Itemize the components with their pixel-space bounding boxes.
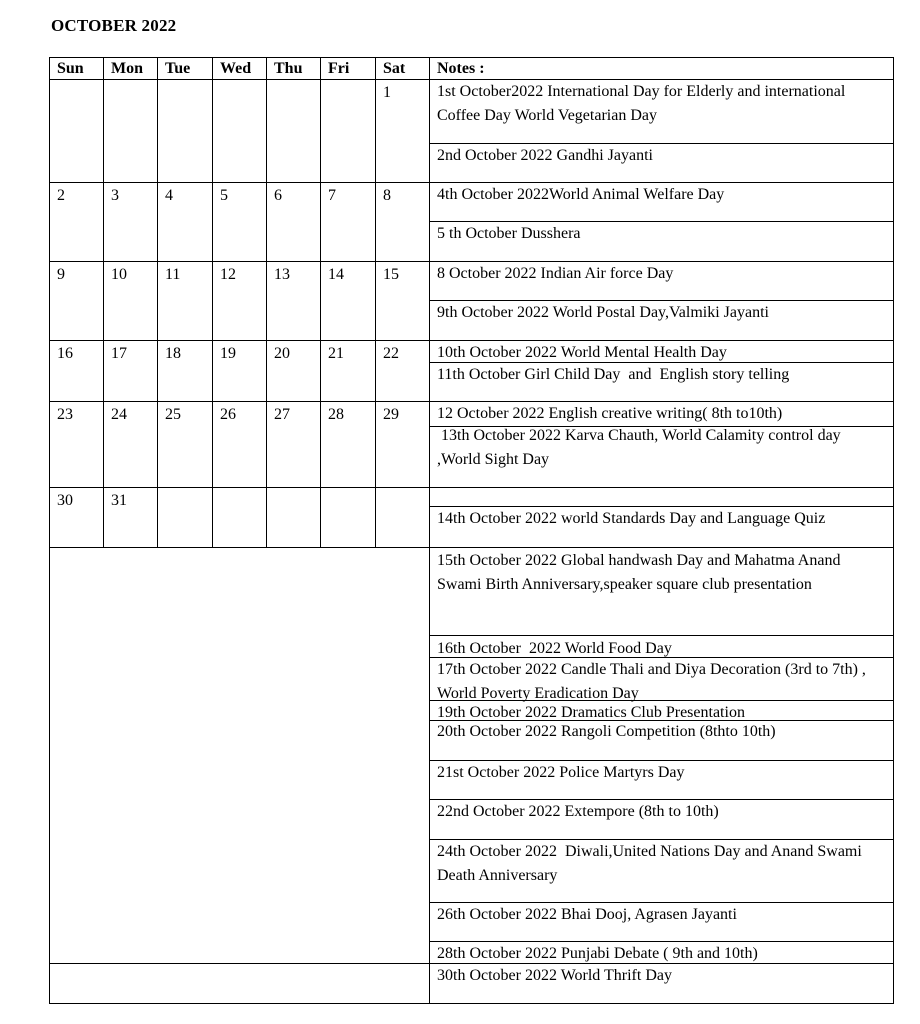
table-rule-vertical [320,57,321,547]
table-rule-horizontal [49,182,430,183]
day-cell: 20 [274,345,290,362]
note-item: 12 October 2022 English creative writing( 8th to10th) [437,405,783,422]
note-item: 21st October 2022 Police Martyrs Day [437,764,685,781]
note-item: 24th October 2022 Diwali,United Nations Day and Anand Swami Death Anniversary [437,843,866,884]
table-rule-horizontal [49,1003,430,1004]
note-item: 9th October 2022 World Postal Day,Valmiki Jayanti [437,304,769,321]
day-cell: 12 [220,266,236,283]
table-rule-vertical [212,57,213,547]
note-item: 2nd October 2022 Gandhi Jayanti [437,147,653,164]
day-cell: 10 [111,266,127,283]
day-cell: 16 [57,345,73,362]
day-cell: 30 [57,492,73,509]
note-item: 15th October 2022 Global handwash Day and Mahatma Anand Swami Birth Anniversary,speaker square club presentation [437,552,845,593]
note-item: 14th October 2022 world Standards Day and Language Quiz [437,510,826,527]
header-thu: Thu [274,60,303,77]
note-item: 10th October 2022 World Mental Health Day [437,344,727,361]
day-cell: 26 [220,406,236,423]
day-cell: 9 [57,266,65,283]
day-cell: 23 [57,406,73,423]
table-rule-horizontal [49,261,430,262]
day-cell: 15 [383,266,399,283]
note-item: 26th October 2022 Bhai Dooj, Agrasen Jayanti [437,906,737,923]
day-cell: 18 [165,345,181,362]
day-cell: 24 [111,406,127,423]
table-rule-horizontal [429,547,894,548]
header-sat: Sat [383,60,406,77]
table-rule-horizontal [49,487,430,488]
note-item: 22nd October 2022 Extempore (8th to 10th) [437,803,719,820]
table-rule-vertical [157,57,158,547]
table-rule-horizontal [429,635,894,636]
note-item: 30th October 2022 World Thrift Day [437,967,672,984]
day-cell: 22 [383,345,399,362]
header-wed: Wed [220,60,252,77]
note-item: 13th October 2022 Karva Chauth, World Calamity control day ,World Sight Day [437,427,845,468]
header-sun: Sun [57,60,84,77]
day-cell: 14 [328,266,344,283]
header-tue: Tue [165,60,191,77]
day-cell: 7 [328,187,336,204]
day-cell: 8 [383,187,391,204]
table-rule-horizontal [429,1003,894,1004]
day-cell: 5 [220,187,228,204]
header-mon: Mon [111,60,143,77]
day-cell: 3 [111,187,119,204]
day-cell: 4 [165,187,173,204]
table-rule-vertical [103,57,104,547]
note-item: 17th October 2022 Candle Thali and Diya Decoration (3rd to 7th) , World Poverty Eradication Day [437,661,870,702]
note-item: 16th October 2022 World Food Day [437,640,672,657]
header-notes: Notes : [437,60,485,77]
table-rule-horizontal [49,963,430,964]
day-cell: 19 [220,345,236,362]
day-cell: 11 [165,266,181,283]
table-rule-vertical [266,57,267,547]
note-item: 4th October 2022World Animal Welfare Day [437,186,725,203]
note-item: 19th October 2022 Dramatics Club Presentation [437,704,745,721]
day-cell: 6 [274,187,282,204]
note-item: 28th October 2022 Punjabi Debate ( 9th and 10th) [437,945,758,962]
table-rule-vertical [893,57,894,1004]
table-rule-horizontal [429,57,894,58]
table-rule-horizontal [429,487,894,488]
day-cell: 28 [328,406,344,423]
note-item: 1st October2022 International Day for Elderly and international Coffee Day World Vegetarian Day [437,83,850,124]
note-item: 11th October Girl Child Day and English story telling [437,366,790,383]
header-fri: Fri [328,60,350,77]
table-rule-vertical [375,57,376,547]
table-rule-horizontal [49,547,430,548]
table-rule-vertical [49,57,50,1004]
day-cell: 27 [274,406,290,423]
table-rule-vertical [429,57,430,1004]
day-cell: 17 [111,345,127,362]
day-cell: 29 [383,406,399,423]
note-item: 5 th October Dusshera [437,225,581,242]
note-item: 20th October 2022 Rangoli Competition (8thto 10th) [437,723,776,740]
note-item: 8 October 2022 Indian Air force Day [437,265,674,282]
day-cell: 1 [383,84,391,101]
day-cell: 13 [274,266,290,283]
day-cell: 2 [57,187,65,204]
page-title: OCTOBER 2022 [51,16,177,35]
table-rule-horizontal [49,340,430,341]
table-rule-horizontal [49,401,430,402]
day-cell: 25 [165,406,181,423]
day-cell: 21 [328,345,344,362]
day-cell: 31 [111,492,127,509]
